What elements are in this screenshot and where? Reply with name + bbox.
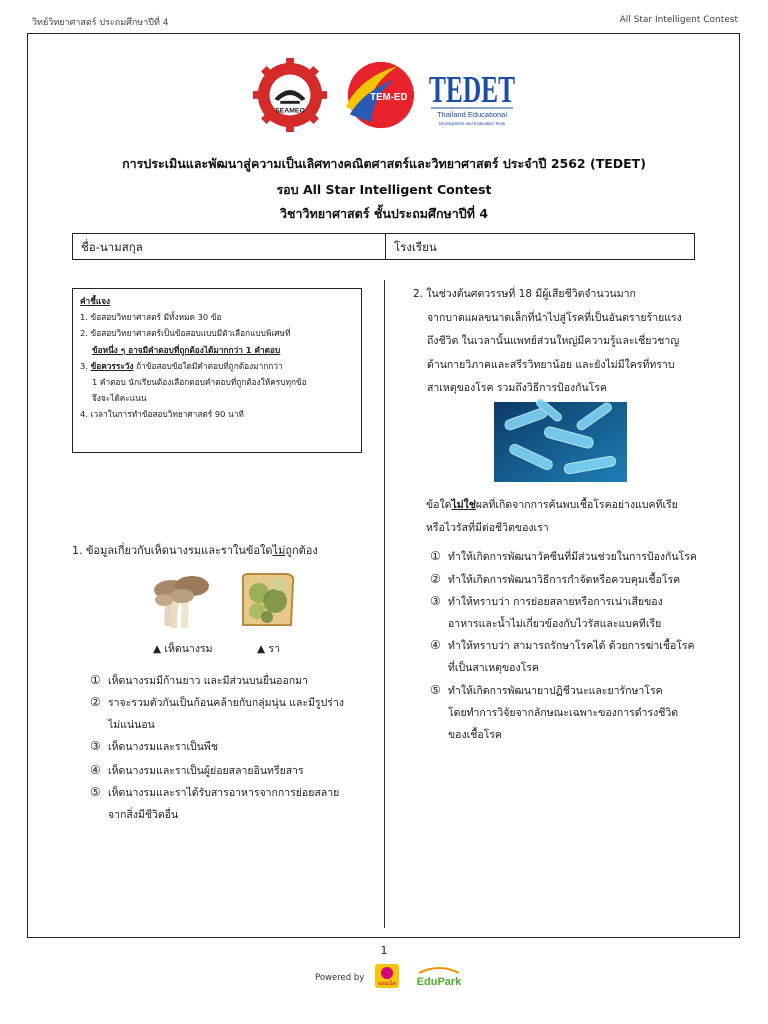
option-text: ทำให้เกิดการพัฒนาวัคซีนที่มีส่วนช่วยในการป้องกันโรค (448, 551, 697, 563)
q2-line-3: ถึงชีวิต ในเวลานั้นแพทย์ส่วนใหญ่มีความรู้และเชี่ยวชาญ (427, 335, 680, 347)
option-text-cont: ที่เป็นสาเหตุของโรค (448, 662, 539, 674)
powered-by-label: Powered by (315, 973, 365, 983)
q2-ask-pre: ข้อใด (426, 499, 452, 511)
school-label: โรงเรียน (394, 240, 437, 254)
option-text: เห็ดนางรมและราเป็นผู้ย่อยสลายอินทรียสาร (108, 765, 304, 777)
option-text: ทำให้ทราบว่า การย่อยสลายหรือการเน่าเสียของ (448, 596, 663, 608)
school-field[interactable] (385, 233, 695, 260)
q1-stem-not: ไม่ (272, 544, 286, 557)
q2-option-2[interactable] (430, 568, 730, 591)
instruction-4: 4. เวลาในการทำข้อสอบวิทยาศาสตร์ 90 นาที (80, 409, 244, 420)
option-text: เห็ดนางรมและราได้รับสารอาหารจากการย่อยสลาย (108, 787, 340, 799)
exam-title: การประเมินและพัฒนาสู่ความเป็นเลิศทางคณิตศาสตร์และวิทยาศาสตร์ ประจำปี 2562 (TEDET) (122, 156, 646, 171)
instruction-3-cont2: จึงจะได้คะแนน (92, 393, 147, 404)
option-number: ④ (90, 763, 101, 777)
q2-option-1[interactable] (430, 545, 730, 568)
question-1-stem (72, 541, 318, 559)
q1-option-3[interactable] (90, 735, 380, 758)
svg-text:EduPark: EduPark (416, 976, 462, 988)
q1-stem-post: ถูกต้อง (285, 544, 318, 557)
instruction-3-num: 3. (80, 360, 91, 371)
instruction-2: 2. ข้อสอบวิทยาศาสตร์เป็นข้อสอบแบบมีตัวเลือกแบบพิเศษที่ (80, 328, 291, 339)
option-number: ⑤ (90, 785, 101, 799)
option-text-cont: อาหารและน้ำไม่เกี่ยวข้องกับไวรัสและแบคทีเรีย (448, 618, 662, 630)
option-number: ① (90, 673, 101, 687)
oyster-mushroom-image (150, 570, 212, 632)
q1-stem-pre: 1. ข้อมูลเกี่ยวกับเห็ดนางรมและราในข้อใด (72, 544, 273, 557)
option-text: เห็ดนางรมและราเป็นพืช (108, 741, 218, 753)
seameo-logo (251, 56, 329, 134)
option-number: ③ (90, 739, 101, 753)
option-number: ② (430, 572, 441, 586)
option-number: ① (430, 549, 441, 563)
bacteria-image (494, 402, 627, 482)
option-number: ⑤ (430, 683, 441, 697)
page-number: 1 (380, 944, 388, 957)
q2-ask-post: ผลที่เกิดจากการค้นพบเชื้อโรคอย่างแบคทีเรีย (475, 499, 678, 511)
q2-line-4: ด้านกายวิภาคและสรีรวิทยาน้อย และยังไม่มีใครที่ทราบ (427, 358, 675, 371)
q2-line-1: 2. ในช่วงต้นศตวรรษที่ 18 มีผู้เสียชีวิตจำนวนมาก (413, 288, 636, 300)
q2-ask-not: ไม่ใช่ (451, 499, 476, 511)
q1-option-5[interactable] (90, 781, 380, 826)
q1-option-1[interactable] (90, 669, 380, 692)
option-text: ราจะรวมตัวกันเป็นก้อนคล้ายกับกลุ่มนุ่น และมีรูปร่าง (108, 697, 344, 709)
svg-text:Development and Evaluation Tes: Development and Evaluation Tests (438, 121, 506, 126)
option-text: ทำให้ทราบว่า สามารถรักษาโรคได้ ด้วยการฆ่าเชื้อโรค (448, 640, 695, 652)
q2-line-5: สาเหตุของโรค รวมถึงวิธีการป้องกันโรค (427, 382, 607, 394)
temed-logo (340, 58, 418, 132)
q2-option-4[interactable] (430, 634, 730, 679)
name-label: ชื่อ-นามสกุล (81, 240, 143, 254)
q2-option-3[interactable] (430, 590, 730, 635)
q2-option-5[interactable] (430, 679, 730, 746)
option-text: ทำให้เกิดการพัฒนายาปฏิชีวนะและยารักษาโรค (448, 685, 663, 697)
instructions-box (72, 288, 362, 453)
option-number: ④ (430, 638, 441, 652)
option-text-cont: ไม่แน่นอน (108, 719, 155, 731)
option-text-cont: โดยทำการวิจัยจากลักษณะเฉพาะของการดำรงชีวิต (448, 707, 679, 719)
option-text-cont: จากสิ่งมีชีวิตอื่น (108, 809, 179, 821)
moldy-bread-image (237, 571, 297, 629)
name-field[interactable] (72, 233, 386, 260)
instructions-heading: คำชี้แจง (80, 296, 111, 306)
sponsor-logo-1 (372, 963, 402, 989)
mushroom-caption: ▲ เห็ดนางรม (153, 643, 213, 655)
question-2-ask (426, 494, 716, 540)
column-divider (384, 280, 385, 928)
tedet-logo (427, 62, 517, 128)
q2-line-2: จากบาดแผลขนาดเล็กที่นำไปสู่โรคที่เป็นอันตรายร้ายแรง (427, 311, 682, 324)
instruction-1: 1. ข้อสอบวิทยาศาสตร์ มีทั้งหมด 30 ข้อ (80, 312, 222, 323)
option-text-cont-2: ของเชื้อโรค (448, 729, 502, 741)
svg-text:SEAMEO: SEAMEO (275, 107, 305, 115)
option-number: ② (90, 695, 101, 709)
running-header-contest: All Star Intelligent Contest (619, 15, 738, 25)
instruction-3-warning: ข้อควรระวัง (90, 360, 134, 371)
svg-text:Thailand Educational: Thailand Educational (436, 110, 508, 119)
running-header-subject: วิทย์วิทยาศาสตร์ ประถมศึกษาปีที่ 4 (32, 18, 169, 28)
instruction-3-text: ถ้าข้อสอบข้อใดมีคำตอบที่ถูกต้องมากกว่า (133, 360, 283, 371)
instruction-2-emphasis: ข้อหนึ่ง ๆ อาจมีคำตอบที่ถูกต้องได้มากกว่า 1 คำตอบ (92, 344, 281, 355)
instruction-3-cont: 1 คำตอบ นักเรียนต้องเลือกตอบคำตอบที่ถูกต้องให้ครบทุกข้อ (92, 377, 307, 388)
q1-option-2[interactable] (90, 691, 380, 736)
question-2-passage (413, 283, 713, 401)
q2-ask-line-2: หรือไวรัสที่มีต่อชีวิตของเรา (426, 522, 549, 534)
svg-text:ออนเน็ต: ออนเน็ต (378, 981, 396, 987)
sponsor-logo-2 (415, 963, 463, 989)
instruction-3 (80, 358, 354, 374)
svg-text:TEDET: TEDET (429, 69, 515, 111)
exam-round: รอบ All Star Intelligent Contest (276, 182, 492, 197)
option-text: ทำให้เกิดการพัฒนาวิธีการกำจัดหรือควบคุมเชื้อโรค (448, 574, 681, 586)
mold-caption: ▲ รา (257, 643, 280, 655)
q1-option-4[interactable] (90, 759, 380, 782)
svg-text:TEM-ED: TEM-ED (370, 91, 408, 103)
exam-subject: วิชาวิทยาศาสตร์ ชั้นประถมศึกษาปีที่ 4 (279, 206, 489, 221)
option-text: เห็ดนางรมมีก้านยาว และมีส่วนบนยื่นออกมา (108, 675, 308, 687)
option-number: ③ (430, 594, 441, 608)
